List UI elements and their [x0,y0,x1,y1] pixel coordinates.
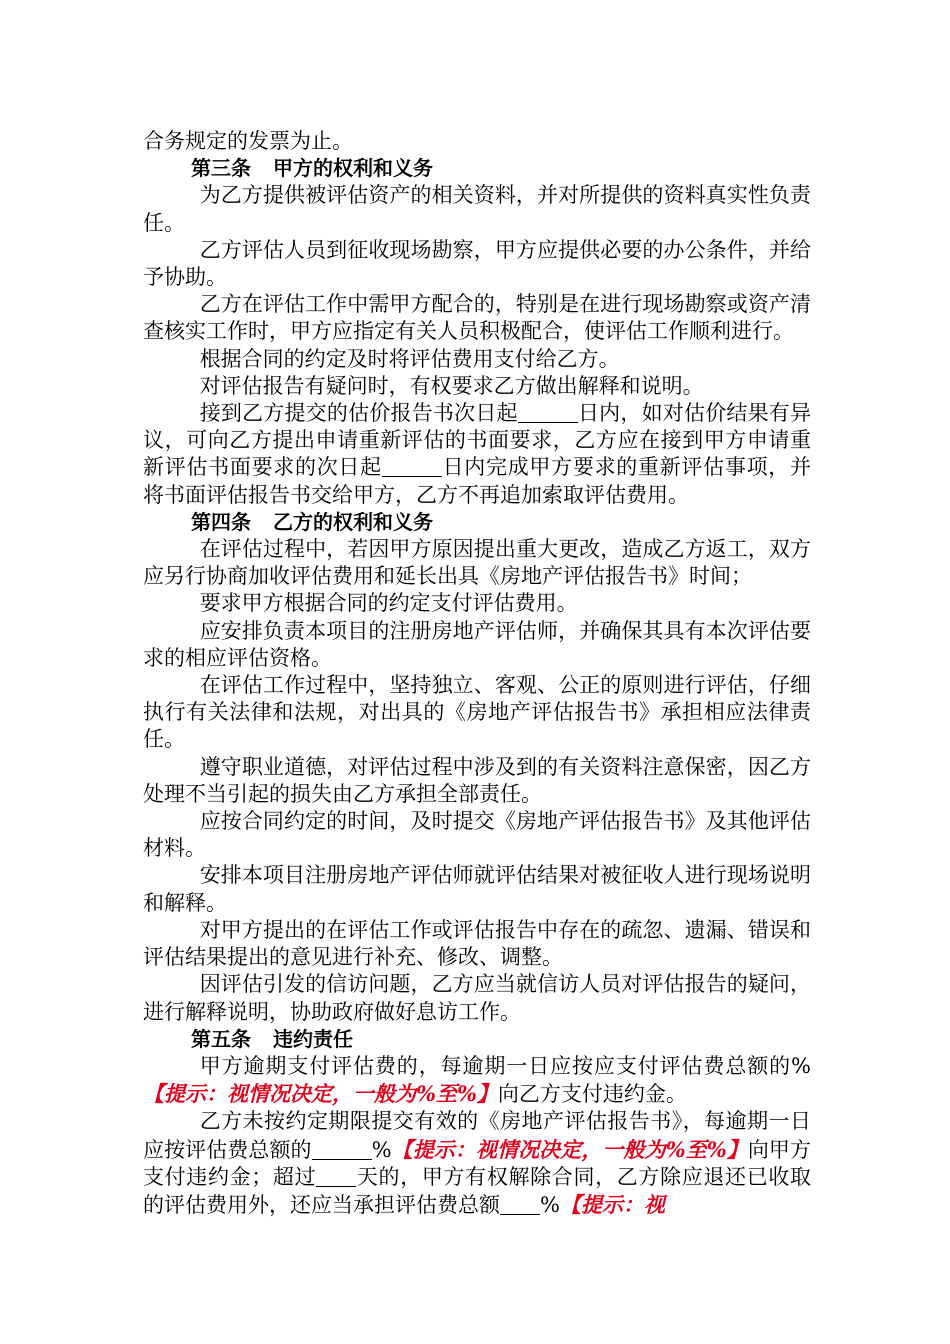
article-3-heading [143,155,811,182]
fill-blank[interactable] [518,401,578,423]
fill-blank[interactable] [316,1165,356,1187]
article-4-heading [143,509,811,536]
text-span: 日内，如对估价结果有异议，可向乙方提出申请重新评估的书面要求，乙方应在接到甲方申请重新评估书面要求的次日起 [143,401,812,480]
fill-blank[interactable] [500,1193,540,1215]
hint-note: 【提示：视情况决定，一般为%至%】 [143,1081,498,1107]
hint-note: 【提示：视 [559,1191,665,1217]
document-page [143,128,811,1219]
paragraph [143,1108,811,1219]
text-span: 甲方逾期支付评估费的，每逾期一日应按应支付评估费总额的% [199,1053,811,1078]
paragraph: 乙方评估人员到征收现场勘察，甲方应提供必要的办公条件，并给予协助。 [143,237,811,290]
paragraph: 乙方在评估工作中需甲方配合的，特别是在进行现场勘察或资产清查核实工作时，甲方应指定有关人员积极配合，使评估工作顺利进行。 [143,292,811,344]
text-span: % [540,1192,560,1217]
paragraph: 为乙方提供被评估资产的相关资料，并对所提供的资料真实性负责任。 [143,183,811,235]
paragraph: 应按合同约定的时间，及时提交《房地产评估报告书》及其他评估材料。 [143,809,811,861]
text-span: 向乙方支付违约金。 [497,1082,687,1107]
paragraph: 因评估引发的信访问题，乙方应当就信访人员对评估报告的疑问，进行解释说明，协助政府做好息访工作。 [143,972,811,1024]
article-title: 违约责任 [273,1026,353,1051]
hint-note: 【提示：视情况决定，一般为%至%】 [391,1136,748,1162]
paragraph: 在评估过程中，若因甲方原因提出重大更改，造成乙方返工，双方应另行协商加收评估费用和延长出具《房地产评估报告书》时间； [143,537,811,589]
text-span: 向甲方支付违约金；超过 [143,1137,811,1189]
fill-blank[interactable] [382,455,442,477]
text-span: 接到乙方提交的估价报告书次日起 [199,401,518,426]
article-title: 乙方的权利和义务 [273,509,433,534]
text-span: 乙方未按约定期限提交有效的《房地产评估报告书》，每逾期一日应按评估费总额的 [143,1109,811,1162]
paragraph [143,1053,811,1108]
paragraph: 对评估报告有疑问时，有权要求乙方做出解释和说明。 [199,373,704,398]
text-span: 天的，甲方有权解除合同，乙方除应退还已收取的评估费用外，还应当承担评估费总额 [143,1164,812,1217]
article-title: 甲方的权利和义务 [273,156,433,181]
paragraph [143,400,811,509]
article-number: 第五条 [191,1026,251,1051]
continued-line: 合务规定的发票为止。 [143,129,353,153]
text-span: % [371,1137,392,1162]
paragraph: 根据合同的约定及时将评估费用支付给乙方。 [199,346,620,371]
paragraph: 在评估工作过程中，坚持独立、客观、公正的原则进行评估，仔细执行有关法律和法规，对出具的《房地产评估报告书》承担相应法律责任。 [143,673,811,752]
fill-blank[interactable] [312,1138,372,1160]
paragraph: 遵守职业道德，对评估过程中涉及到的有关资料注意保密，因乙方处理不当引起的损失由乙方承担全部责任。 [143,754,811,806]
article-5-heading [143,1026,811,1053]
text-span: 日内完成甲方要求的重新评估事项，并将书面评估报告书交给甲方，乙方不再追加索取评估费用。 [143,455,812,507]
article-number: 第三条 [191,156,251,181]
paragraph: 要求甲方根据合同的约定支付评估费用。 [199,591,578,616]
paragraph: 对甲方提出的在评估工作或评估报告中存在的疏忽、遗漏、错误和评估结果提出的意见进行补充、修改、调整。 [143,917,811,970]
paragraph: 安排本项目注册房地产评估师就评估结果对被征收人进行现场说明和解释。 [143,863,811,915]
article-number: 第四条 [191,509,251,534]
paragraph: 应安排负责本项目的注册房地产评估师，并确保其具有本次评估要求的相应评估资格。 [143,618,811,670]
